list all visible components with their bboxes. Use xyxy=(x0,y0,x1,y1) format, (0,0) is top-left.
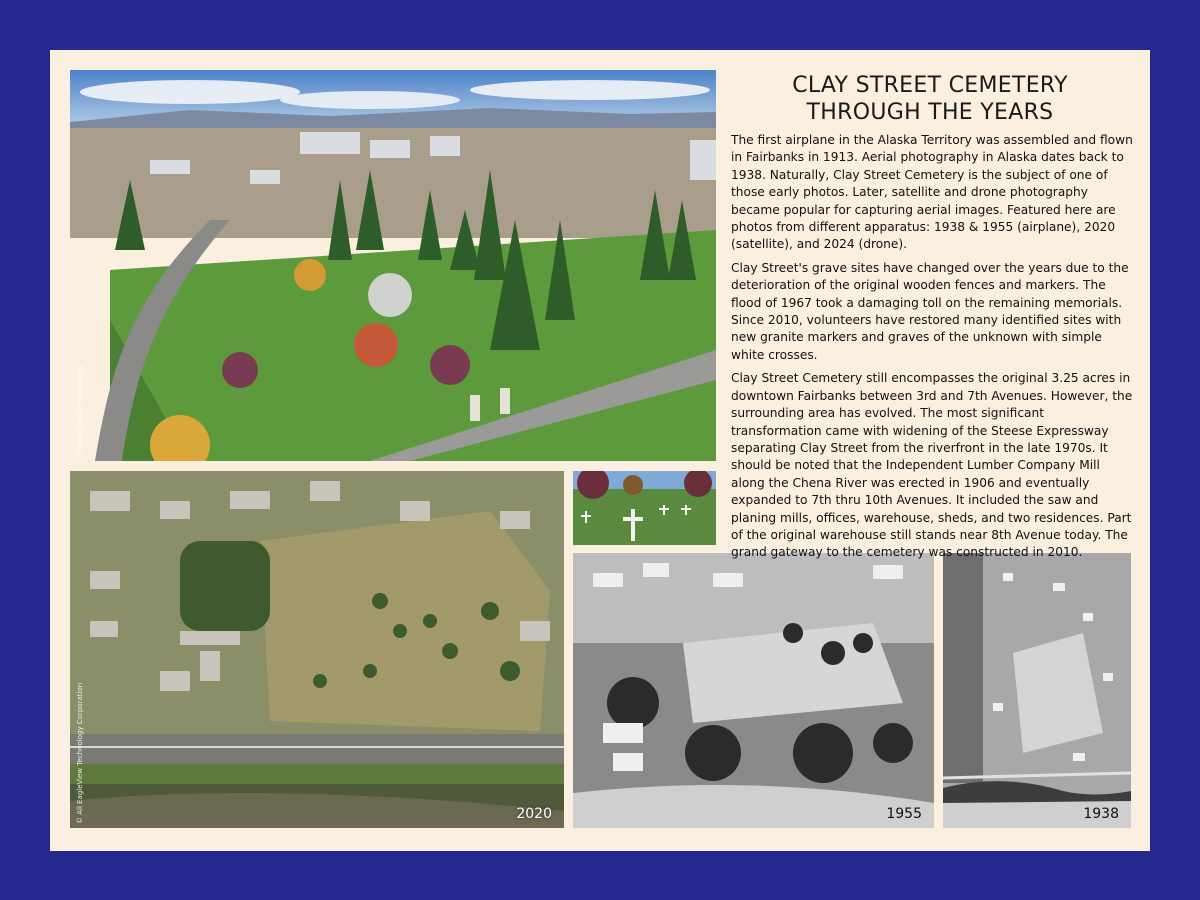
aerial-1955-photo xyxy=(573,553,934,828)
drone-photo-credit: © Kate Clark Photography xyxy=(76,364,84,457)
paragraph: Clay Street's grave sites have changed over the years due to the deterioration of the original wooden fences and markers. The flood of 1967 took a damaging toll on the remaining memorials. Since 2010, volunteers have restored many identified sites with new granite markers and graves of the unknown with simple white crosses. xyxy=(731,260,1129,362)
satellite-photo-credit: © All EagleView Technology Corporation xyxy=(76,682,84,824)
exhibit-panel xyxy=(50,50,1150,851)
year-label-1938: 1938 xyxy=(1083,806,1119,822)
title-line-1: CLAY STREET CEMETERY xyxy=(792,73,1068,98)
paragraph: The first airplane in the Alaska Territory was assembled and flown in Fairbanks in 1913. Aerial photography in Alaska dates back to 1938. Naturally, Clay Street Cemetery is the subject of one of those early photos. Later, satellite and drone photography became popular for capturing aerial images. Featured here are photos from different apparatus: 1938 & 1955 (airplane), 2020 (satellite), and 2024 (drone). xyxy=(731,133,1133,252)
white-crosses-photo xyxy=(573,471,716,545)
panel-body-text xyxy=(731,132,1136,568)
year-label-2020: 2020 xyxy=(516,806,552,822)
year-label-1955: 1955 xyxy=(886,806,922,822)
drone-aerial-photo xyxy=(70,70,716,461)
panel-title xyxy=(720,72,1140,126)
paragraph: Clay Street Cemetery still encompasses the original 3.25 acres in downtown Fairbanks between 3rd and 7th Avenues. However, the surrounding area has evolved. The most significant transformation came with widening of the Steese Expressway separating Clay Street from the riverfront in the late 1970s. It should be noted that the Independent Lumber Company Mill along the Chena River was erected in 1906 and eventually expanded to 7th thru 10th Avenues. It included the saw and planing mills, offices, warehouse, sheds, and two residences. Part of the original warehouse still stands near 8th Avenue today. The grand gateway to the cemetery was constructed in 2010. xyxy=(731,371,1133,560)
satellite-2020-photo xyxy=(70,471,564,828)
aerial-1938-photo xyxy=(943,553,1131,828)
title-line-2: THROUGH THE YEARS xyxy=(806,100,1054,125)
